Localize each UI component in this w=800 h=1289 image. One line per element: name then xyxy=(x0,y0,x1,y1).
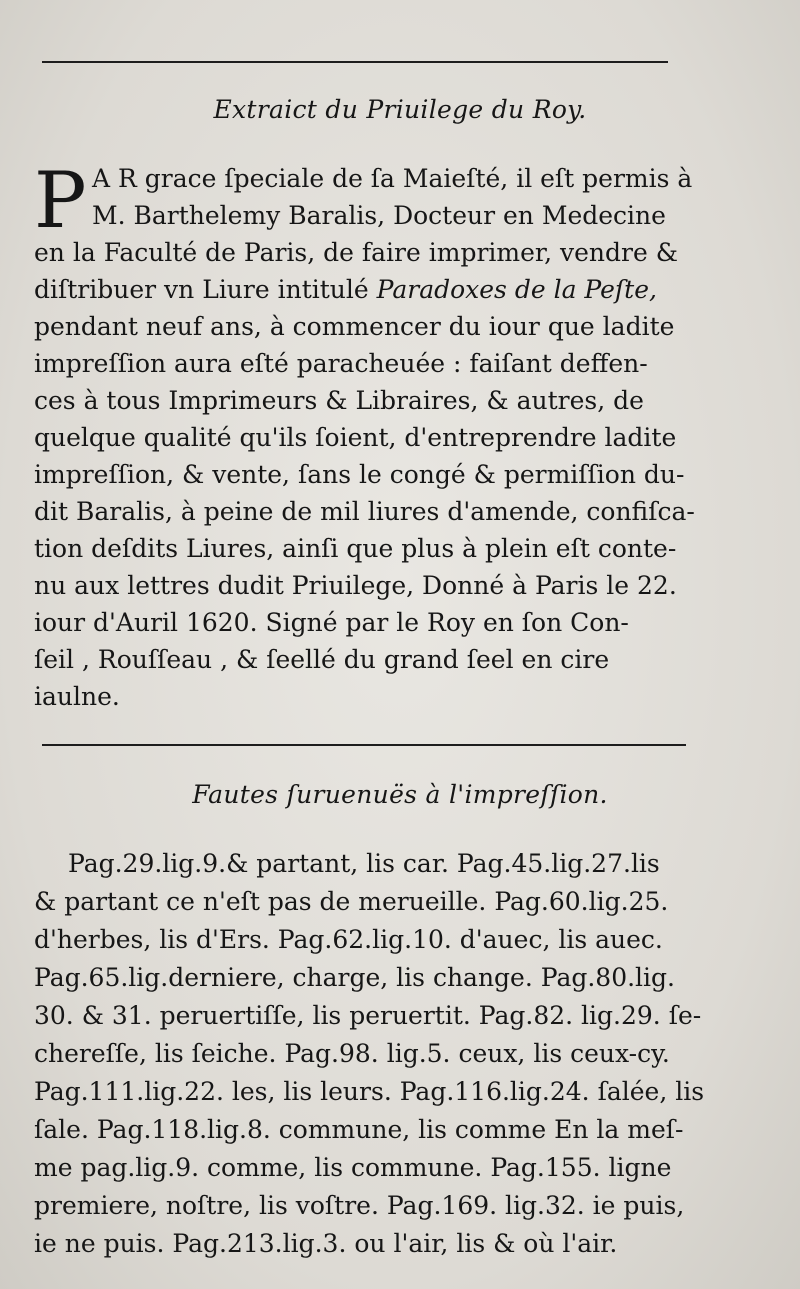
privilege-line: A R grace ſpeciale de ſa Maieſté, il eſt permis à xyxy=(92,164,693,193)
errata-line: chereſſe, lis ſeiche. Pag.98. lig.5. ceux, lis ceux-cy. xyxy=(34,1039,670,1068)
errata-line: premiere, noſtre, lis voſtre. Pag.169. lig.32. ie puis, xyxy=(34,1191,685,1220)
privilege-heading: Extraict du Priuilege du Roy. xyxy=(213,95,587,124)
errata-line: ie ne puis. Pag.213.lig.3. ou l'air, lis & où l'air. xyxy=(34,1229,618,1258)
privilege-line: impreſſion, & vente, ſans le congé & permiſſion du- xyxy=(34,460,685,489)
privilege-line: iour d'Auril 1620. Signé par le Roy en ſon Con- xyxy=(34,608,629,637)
privilege-line: ſeil , Rouſſeau , & ſeellé du grand ſeel en cire xyxy=(34,645,610,674)
errata-line: & partant ce n'eſt pas de merueille. Pag.60.lig.25. xyxy=(34,887,669,916)
privilege-line: quelque qualité qu'ils ſoient, d'entreprendre ladite xyxy=(34,423,677,452)
errata-line: ſale. Pag.118.lig.8. commune, lis comme En la meſ- xyxy=(34,1115,684,1144)
privilege-line: M. Barthelemy Baralis, Docteur en Medecine xyxy=(92,201,666,230)
privilege-line: impreſſion aura eſté paracheuée : faiſant deffen- xyxy=(34,349,648,378)
middle-rule xyxy=(42,744,686,746)
privilege-line: iaulne. xyxy=(34,682,120,711)
errata-line: Pag.29.lig.9.& partant, lis car. Pag.45.lig.27.lis xyxy=(68,849,660,878)
errata-heading: Fautes ſuruenuës à l'impreſſion. xyxy=(192,780,608,809)
privilege-text xyxy=(34,156,724,715)
top-rule xyxy=(42,61,668,63)
errata-line: Pag.65.lig.derniere, charge, lis change. Pag.80.lig. xyxy=(34,963,676,992)
privilege-line: tion deſdits Liures, ainſi que plus à plein eſt conte- xyxy=(34,534,677,563)
privilege-line: pendant neuf ans, à commencer du iour que ladite xyxy=(34,312,675,341)
errata-line: d'herbes, lis d'Ers. Pag.62.lig.10. d'auec, lis auec. xyxy=(34,925,663,954)
errata-text xyxy=(34,845,724,1263)
privilege-line: ces à tous Imprimeurs & Libraires, & autres, de xyxy=(34,386,644,415)
privilege-line: nu aux lettres dudit Priuilege, Donné à Paris le 22. xyxy=(34,571,677,600)
errata-line: Pag.111.lig.22. les, lis leurs. Pag.116.lig.24. ſalée, lis xyxy=(34,1077,705,1106)
privilege-line: en la Faculté de Paris, de faire imprimer, vendre & xyxy=(34,238,678,267)
errata-line: me pag.lig.9. comme, lis commune. Pag.155. ligne xyxy=(34,1153,672,1182)
privilege-line-text: diſtribuer vn Liure intitulé xyxy=(34,275,369,304)
drop-cap: P xyxy=(34,156,87,246)
privilege-line xyxy=(34,271,724,308)
errata-line: 30. & 31. peruertiſſe, lis peruertit. Pag.82. lig.29. ſe- xyxy=(34,1001,702,1030)
book-title: Paradoxes de la Peſte, xyxy=(376,275,657,304)
privilege-line: dit Baralis, à peine de mil liures d'amende, confiſca- xyxy=(34,497,695,526)
